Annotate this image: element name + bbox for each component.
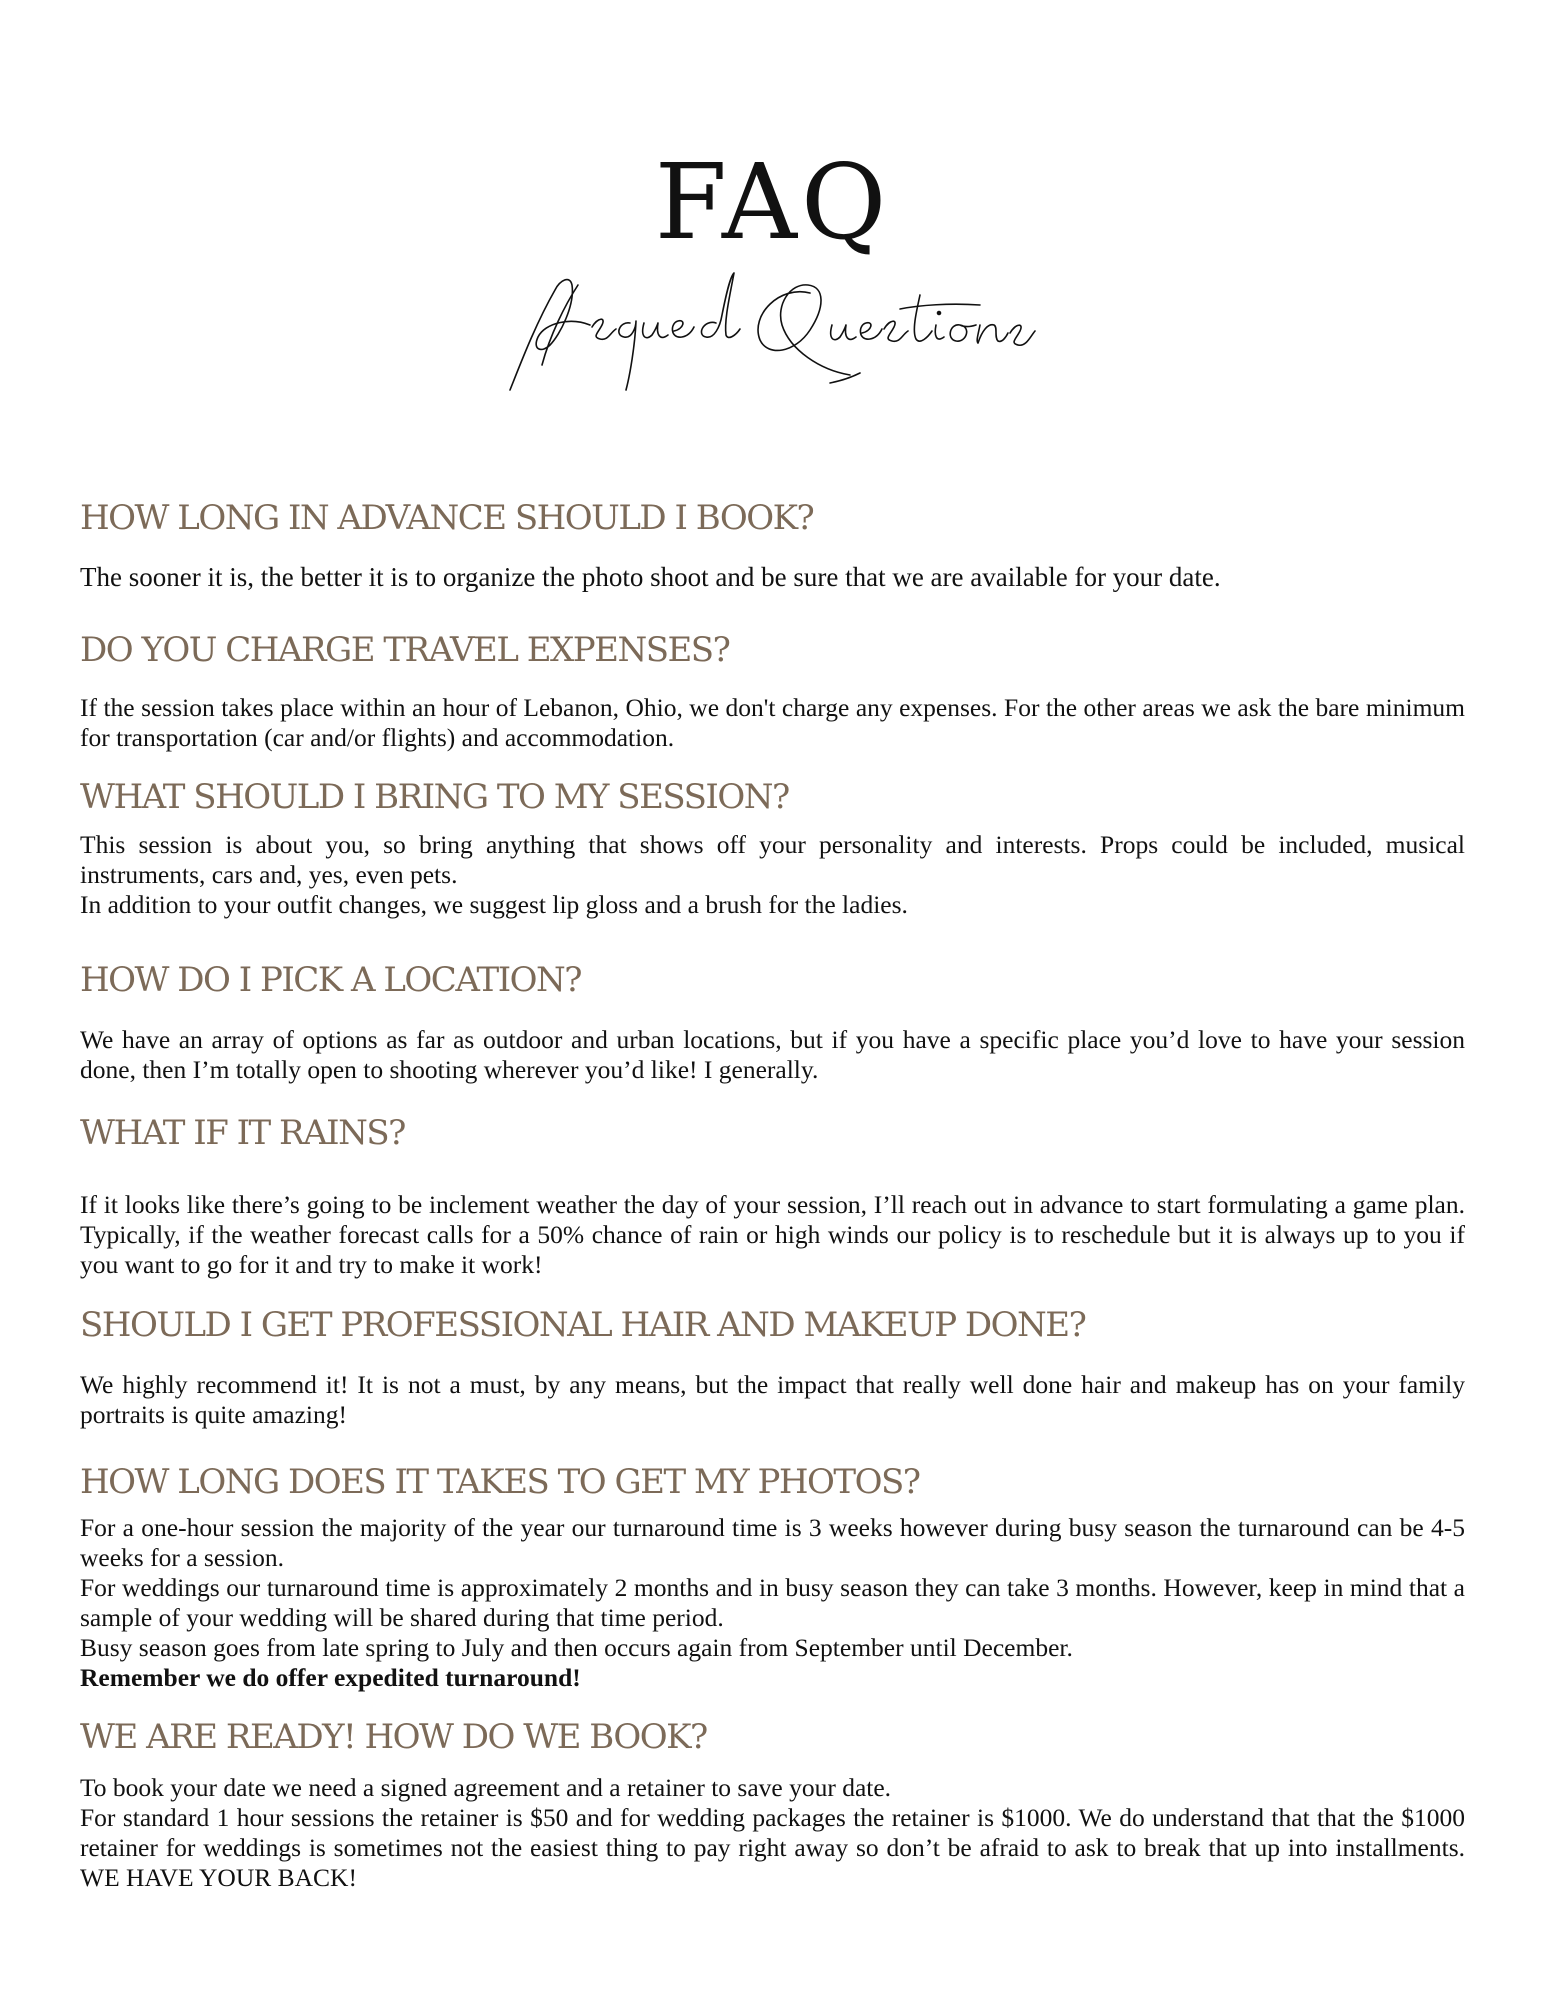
faq-question: DO YOU CHARGE TRAVEL EXPENSES? — [80, 630, 730, 670]
faq-answer-paragraph: Busy season goes from late spring to July and then occurs again from September until December. — [80, 1633, 1073, 1662]
faq-answer — [80, 830, 1465, 920]
faq-answer — [80, 1773, 1465, 1893]
faq-answer — [80, 562, 1465, 592]
faq-answer-paragraph: In addition to your outfit changes, we suggest lip gloss and a brush for the ladies. — [80, 890, 908, 919]
faq-answer-paragraph: For weddings our turnaround time is approximately 2 months and in busy season they can take 3 months. However, keep in mind that a sample of your wedding will be shared during that time period. — [80, 1573, 1465, 1632]
faq-question: HOW LONG DOES IT TAKES TO GET MY PHOTOS? — [80, 1462, 920, 1502]
faq-question: HOW LONG IN ADVANCE SHOULD I BOOK? — [80, 498, 814, 538]
faq-answer-emphasis: Remember we do offer expedited turnaround! — [80, 1663, 581, 1692]
faq-answer — [80, 1513, 1465, 1693]
faq-answer — [80, 1370, 1465, 1430]
faq-answer-paragraph: To book your date we need a signed agreement and a retainer to save your date. — [80, 1773, 892, 1802]
faq-question: WHAT SHOULD I BRING TO MY SESSION? — [80, 777, 789, 817]
faq-answer-block — [80, 830, 1465, 920]
faq-answer-block — [80, 693, 1465, 753]
faq-question: WHAT IF IT RAINS? — [80, 1113, 405, 1153]
faq-item — [80, 960, 1465, 1001]
faq-answer-paragraph: This session is about you, so bring anything that shows off your personality and interests. Props could be included, musical instruments, cars and, yes, even pets. — [80, 830, 1465, 889]
faq-answer-paragraph: If the session takes place within an hour of Lebanon, Ohio, we don't charge any expenses. For the other areas we ask the bare minimum for transportation (car and/or flights) and accommodation. — [80, 693, 1465, 752]
faq-answer — [80, 693, 1465, 753]
faq-answer-paragraph: The sooner it is, the better it is to organize the photo shoot and be sure that we are available for your date. — [80, 562, 1221, 592]
faq-item — [80, 1305, 1465, 1346]
script-subtitle-logo — [480, 265, 1040, 395]
faq-item — [80, 777, 1465, 818]
faq-answer-block — [80, 1773, 1465, 1893]
page-title: FAQ — [654, 141, 891, 263]
page-header — [0, 141, 1545, 263]
faq-item — [80, 1717, 1465, 1758]
faq-item — [80, 498, 1465, 539]
faq-answer — [80, 1190, 1465, 1280]
faq-answer-block — [80, 1370, 1465, 1430]
faq-item — [80, 630, 1465, 671]
faq-answer-paragraph: We have an array of options as far as outdoor and urban locations, but if you have a specific place you’d love to have your session done, then I’m totally open to shooting wherever you’d like! I generally. — [80, 1025, 1465, 1084]
faq-answer — [80, 1025, 1465, 1085]
faq-answer-block — [80, 1190, 1465, 1280]
faq-item — [80, 1113, 1465, 1154]
faq-question: WE ARE READY! HOW DO WE BOOK? — [80, 1717, 707, 1757]
faq-answer-block — [80, 1513, 1465, 1693]
faq-answer-paragraph: For a one-hour session the majority of the year our turnaround time is 3 weeks however during busy season the turnaround can be 4-5 weeks for a session. — [80, 1513, 1465, 1572]
faq-answer-paragraph: We highly recommend it! It is not a must, by any means, but the impact that really well done hair and makeup has on your family portraits is quite amazing! — [80, 1370, 1465, 1429]
faq-answer-block — [80, 1025, 1465, 1085]
faq-answer-paragraph: If it looks like there’s going to be inclement weather the day of your session, I’ll reach out in advance to start formulating a game plan. Typically, if the weather forecast calls for a 50% chance of rain or high winds our policy is to reschedule but it is always up to you if you want to go for it and try to make it work! — [80, 1190, 1465, 1279]
faq-answer-block — [80, 562, 1465, 592]
faq-question: HOW DO I PICK A LOCATION? — [80, 960, 581, 1000]
faq-answer-paragraph: For standard 1 hour sessions the retainer is $50 and for wedding packages the retainer is $1000. We do understand that that the $1000 retainer for weddings is sometimes not the easiest thing to pay right away so don’t be afraid to ask to break that up into installments. WE HAVE YOUR BACK! — [80, 1803, 1465, 1892]
faq-item — [80, 1462, 1465, 1503]
faq-question: SHOULD I GET PROFESSIONAL HAIR AND MAKEUP DONE? — [80, 1305, 1086, 1345]
